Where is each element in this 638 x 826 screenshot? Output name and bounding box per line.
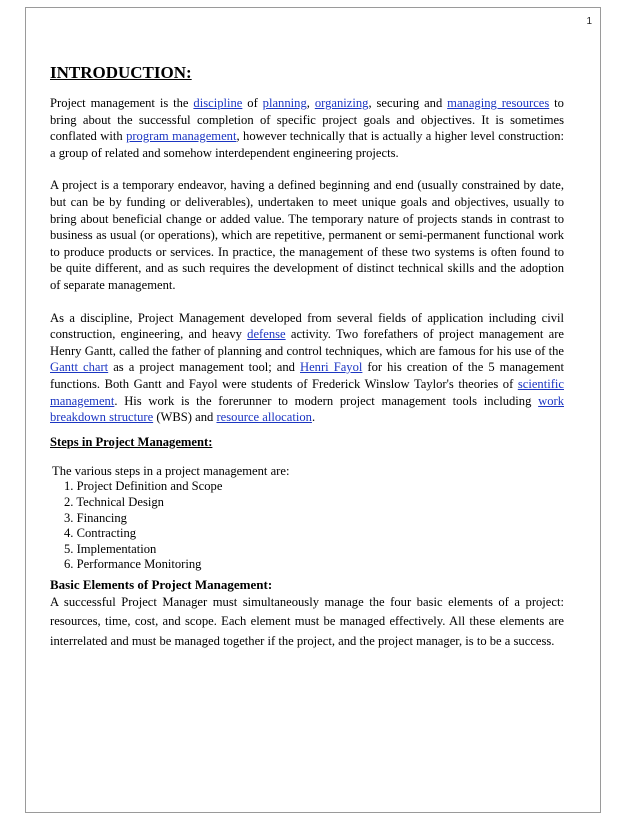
link-program-management[interactable]: program management bbox=[126, 129, 237, 144]
basic-elements-heading: Basic Elements of Project Management: bbox=[50, 577, 273, 593]
link-planning[interactable]: planning bbox=[262, 96, 307, 110]
text-run: (WBS) and bbox=[153, 410, 217, 425]
steps-list bbox=[50, 479, 564, 573]
list-item: 4. Contracting bbox=[64, 526, 137, 541]
document-content bbox=[50, 63, 564, 651]
page-number: 1 bbox=[586, 16, 592, 27]
steps-heading: Steps in Project Management: bbox=[50, 434, 213, 449]
text-run: As a discipline, Project Management developed from several fields of application including civil construction, engineering, and heavy bbox=[50, 310, 564, 342]
link-managing-resources[interactable]: managing resources bbox=[447, 96, 550, 110]
text-run: of bbox=[242, 96, 263, 110]
steps-intro: The various steps in a project management are: bbox=[52, 463, 290, 478]
text-run: activity. Two forefathers of project management are Henry Gantt, called the father of planning and control techniques, which are famous for his use of the bbox=[50, 327, 564, 358]
text-run: as a project management tool; and bbox=[108, 360, 300, 375]
list-item: 1. Project Definition and Scope bbox=[64, 479, 223, 494]
link-discipline[interactable]: discipline bbox=[193, 96, 243, 110]
text-run: , however technically that is actually a higher level construction: a group of related and somehow interdependent engineering projects. bbox=[50, 129, 565, 160]
link-scientific-management[interactable]: scientific management bbox=[50, 376, 564, 408]
page-title: INTRODUCTION: bbox=[50, 63, 192, 82]
intro-paragraph-3 bbox=[50, 310, 564, 426]
link-henri-fayol[interactable]: Henri Fayol bbox=[300, 360, 363, 375]
link-work-breakdown-structure[interactable]: work breakdown structure bbox=[50, 393, 564, 425]
intro-paragraph-1 bbox=[50, 95, 564, 161]
intro-paragraph-2: A project is a temporary endeavor, having a defined beginning and end (usually constrained by date, but can be by funding or deliverables), undertaken to meet unique goals and objectives, usually to bring about beneficial change or added value. The temporary nature of projects stands in contrast to business as usual (or operations), which are repetitive, permanent or semi-permanent functional work to produce products or services. In practice, the management of these two systems is often found to be quite different, and as such requires the development of distinct technical skills and the adoption of separate management. bbox=[50, 178, 564, 292]
text-run: to bring about the successful completion of specific project goals and objectives. It is sometimes conflated with bbox=[50, 96, 564, 144]
link-gantt-chart[interactable]: Gantt chart bbox=[50, 360, 109, 375]
link-defense[interactable]: defense bbox=[247, 327, 286, 342]
basic-elements-paragraph: A successful Project Manager must simultaneously manage the four basic elements of a project: resources, time, cost, and scope. Each element must be managed effectively. All these elements are interrelated and must be managed together if the project, and the project manager, is to be a success. bbox=[50, 595, 564, 648]
text-run: , bbox=[306, 96, 315, 110]
text-run: . bbox=[311, 410, 316, 425]
list-item: 2. Technical Design bbox=[64, 495, 164, 510]
text-run: Project management is the bbox=[50, 96, 194, 110]
text-run: . His work is the forerunner to modern project management tools including bbox=[114, 393, 539, 408]
text-run: , securing and bbox=[368, 96, 448, 110]
list-item: 3. Financing bbox=[64, 510, 127, 525]
list-item: 6. Performance Monitoring bbox=[64, 557, 202, 572]
link-resource-allocation[interactable]: resource allocation bbox=[216, 410, 312, 425]
link-organizing[interactable]: organizing bbox=[314, 96, 369, 110]
list-item: 5. Implementation bbox=[64, 541, 157, 556]
text-run: for his creation of the 5 management functions. Both Gantt and Fayol were students of Frederick Winslow Taylor's theories of bbox=[50, 360, 564, 391]
